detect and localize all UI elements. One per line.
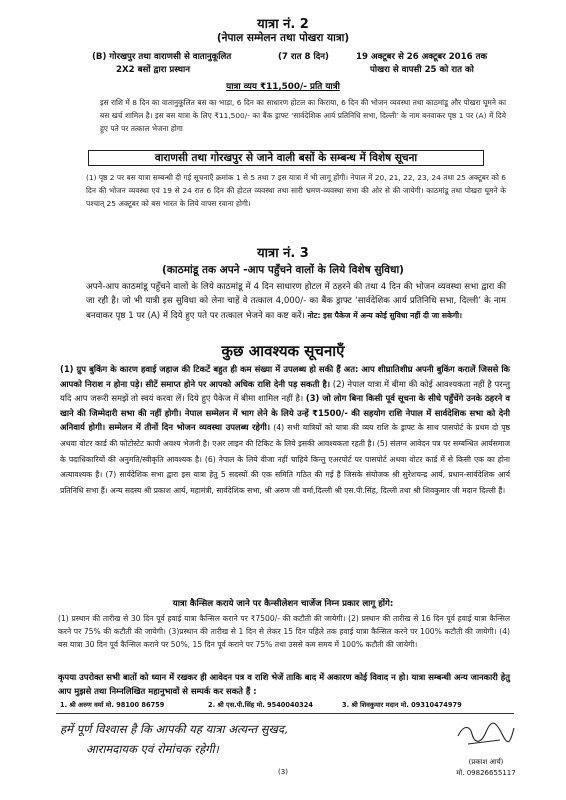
handwritten-line-1: हमें पूर्ण विश्वास है कि आपकी यह यात्रा अत्यन्त सुखद, (60, 722, 288, 736)
yatra2-duration: (7 रात 8 दिन) (278, 52, 329, 62)
notices-heading: कुछ आवश्यक सूचनाएँ (221, 342, 345, 360)
closing-text: कृपया उपरोक्त सभी बातों को ध्यान में रखकर ही आवेदन पत्र व राशि भेजें ताकि बाद में अकारण कोई विवाद न हो। यात्रा सम्बन्धी अन्य जानकारी हेतु आप मुझसे तथा निम्नलिखित महानुभावों से सम्पर्क कर सकते हैं : (58, 672, 510, 696)
notice-1: (1) ग्रुप बुकिंग के कारण हवाई जहाज की टिकटें बहुत ही कम संख्या में उपलब्ध हो सकी हैं अत: आप शीघ्रातिशीघ्र अपनी बुकिंग करालें जिससे कि आपको निराश न होना पड़े। सीटें समाप्त होने पर आपको अधिक राशि देनी पड़ सकती है। (60, 364, 510, 389)
cancel-text: (1) प्रस्थान की तारीख से 30 दिन पूर्व हवाई यात्रा कैन्सिल कराने पर ₹7500/- की कटौती की जायेगी। (2) प्रस्थान की तारीख से 16 दिन पूर्व हवाई यात्रा कैन्सिल करने पर 75% की कटौती की जायेगी। (3)प्रस्थान की तारीख से 1 दिन से लेकर 15 दिन पहिले तक हवाई यात्रा कैन्सिल करने पर 100% कटौती की जायेगी। (4) बस यात्रा 30 दिन पूर्व कैन्सिल कराने पर 50%, 15 दिन पूर्व कराने पर 75% तथा उससे कम समय में 100% कटौती की जायेगी। (58, 614, 510, 650)
yatra2-dates: 19 अक्टूबर से 26 अक्टूबर 2016 तक (356, 52, 488, 62)
signatory-name: (प्रकाश आर्य) (468, 758, 504, 766)
yatra2-title: यात्रा नं. 2 (257, 17, 309, 32)
yatra3-desc-text: अपने-आप काठमांडू पहुँचने वालों के लिये काठमांडू में 4 दिन साधारण होटल में ठहरने की तथा 4 दिन की भोजन व्यवस्था सभा द्वारा की जा रही है। जो भी यात्री इस सुविधा को लेना चाहें वे तत्काल 4,000/- का बैंक ड्राफ्ट ‘सार्वदेशिक आर्य प्रतिनिधि सभा, दिल्ली’ के नाम बनवाकर पृष्ठ 1 पर (A) में दिये हुए पते पर तत्काल भेजने का कष्ट करें। (86, 282, 506, 321)
notices-body (60, 362, 510, 498)
yatra2-cost (0, 80, 566, 92)
page-number: (3) (278, 768, 288, 776)
notice-2: (2) नेपाल यात्रा में बीमा की कोई आवश्यकता नहीं है परन्तु यदि आप जरूरी समझें तो स्वयं करवा लें। दिये हुए पैकेज में बीमा शामिल नहीं है। (60, 378, 510, 404)
bus-notice-text: (1) पृष्ठ 2 पर बस यात्रा सम्बन्धी दी गई सूचनाएँ क्रमांक 1 से 5 तथा 7 इस यात्रा में भी लागू होंगी। नेपाल में 20, 21, 22, 23, 24 तथा 25 अक्टूबर को 6 दिन की भोजन व्यवस्था एवं 19 से 24 रात 6 दिन की होटल व्यवस्था तथा सारी भ्रमण-व्यवस्था सभा की ओर से की जायेगी। काठमांडू तथा पोखरा घूमने के पश्चात् 25 अक्टूबर को बस भारत के लिये वापस रवाना होगी। (86, 173, 506, 208)
yatra2-return-note: पोखरा से वापसी 25 को रात को (370, 65, 474, 75)
handwritten-line-2: आरामदायक एवं रोमांचक रहेगी। (86, 742, 219, 756)
yatra2-route: (B) गोरखपुर तथा वाराणसी से वातानुकूलित (92, 52, 232, 62)
divider (56, 713, 514, 714)
cancel-heading: यात्रा कैन्सिल कराये जाने पर कैन्सीलेशन चार्जेज निम्न प्रकार लागू होंगे: (172, 599, 394, 609)
yatra2-description: इस राशि में 8 दिन का वातानुकूलित बस का भाड़ा, 6 दिन का साधारण होटल का किराया, 6 दिन की भोजन व्यवस्था तथा काठमांडू और पोखरा घूमने का बस खर्च शामिल है। इस बस यात्रा के लिए ₹11,500/- का बैंक ड्राफ्ट ‘सार्वदेशिक आर्य प्रतिनिधि सभा, दिल्ली’ के नाम बनवाकर पृष्ठ 1 पर (A) में दिये हुए पते पर तत्काल भेजना होगा (100, 98, 506, 133)
yatra3-note: नोट: इस पैकेज में अन्य कोई सुविधा नहीं दी जा सकेगी। (307, 310, 462, 320)
yatra3-subtitle: (काठमांडू तक अपने -आप पहुँचने वालों के लिये विशेष सुविधा) (162, 264, 404, 276)
yatra2-subtitle: (नेपाल सम्मेलन तथा पोखरा यात्रा) (216, 32, 350, 44)
signature (450, 718, 520, 756)
yatra3-description (86, 280, 506, 323)
bus-notice-heading: वाराणसी तथा गोरखपुर से जाने वाली बसों के सम्बन्ध में विशेष सूचना (88, 150, 484, 166)
signatory-mobile: मो. 09826655117 (456, 769, 516, 777)
yatra2-cost-text: यात्रा व्यय ₹11,500/- प्रति यात्री (226, 82, 340, 92)
signature-scribble (450, 718, 520, 756)
yatra3-title: यात्रा नं. 3 (257, 246, 309, 261)
notice-4-7: (4) सभी यात्रियों को यात्रा की व्यय राशि के ड्राफ्ट के साथ पासपोर्ट के प्रथम दो पृष्ठ अथवा वोटर कार्ड की फोटोस्टेट कापी अवश्य भेजनी है। एअर लाइन की टिकिट के लिये इसकी आवश्यकता रहती है। (5) संलग्न आवेदन पत्र पर सम्बन्धित आर्यसमाज के पदाधिकारियों की अनुमति/स्वीकृति आवश्यक है। (6) नेपाल के लिये वीजा नहीं चाहिये किन्तु एअरपोर्ट पर पासपोर्ट अथवा वोटर कार्ड में से किसी एक का होना अत्यावश्यक है। (7) सार्वदेशिक सभा द्वारा इस यात्रा हेतु 5 सदस्यों की एक समिति गठित की गई है जिसके संयोजक श्री सुरेशचन्द्र आर्य, प्रधान-सार्वदेशिक आर्य प्रतिनिधि सभा हैं। अन्य सदस्य श्री प्रकाश आर्य, महामंत्री, सार्वदेशिक सभा, श्री अरुण जी वर्मा,दिल्ली श्री एस.पी.सिंह, दिल्ली तथा श्री शिवकुमार जी मदान दिल्ली हैं। (60, 423, 510, 495)
contact-1: 1. श्री अरुण वर्मा मो. 98100 86759 (60, 701, 165, 709)
yatra2-route-bus: 2X2 बसों द्वारा प्रस्थान (116, 65, 190, 75)
contact-2: 2. श्री एस.पी.सिंह मो. 9540040324 (208, 701, 313, 709)
notice-3: (3) जो लोग बिना किसी पूर्व सूचना के सीधे पहुँचेंगे उनके ठहरने व खाने की जिम्मेदारी सभा की नहीं होगी। नेपाल सम्मेलन में भाग लेने के लिये उन्हें ₹1500/- की सहयोग राशि नेपाल में सार्वदेशिक सभा को देनी अनिवार्य होगी। सम्मेलन में तीनों दिन भोजन व्यवस्था उपलब्ध रहेगी। (60, 393, 510, 433)
contact-3: 3. श्री शिवकुमार मदान मो. 09310474979 (342, 701, 462, 709)
